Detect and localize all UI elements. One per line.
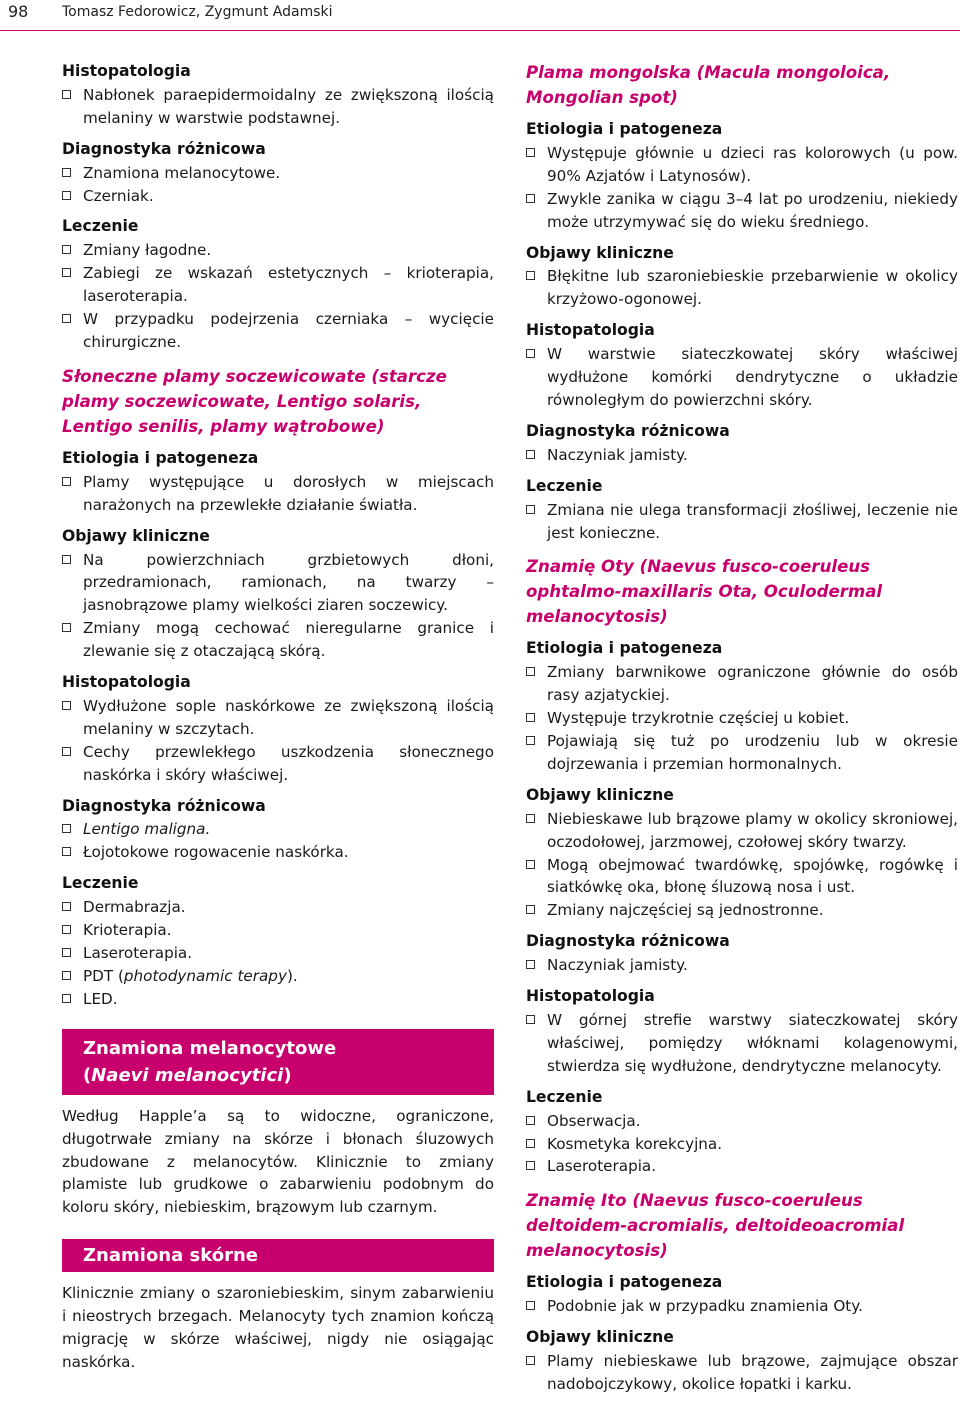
section-heading: Etiologia i patogeneza [62,448,259,467]
header-rule [0,30,960,31]
checkbox-bullet-icon [526,349,535,358]
list-item: Występuje trzykrotnie częściej u kobiet. [526,707,958,730]
section-heading: Diagnostyka różnicowa [62,139,266,158]
list-item: Mogą obejmować twardówkę, spojówkę, rogówkę i siatkówkę oka, błonę śluzową nosa i ust. [526,854,958,900]
left-column [62,60,494,1374]
entry-title: Znamię Oty (Naevus fusco-coeruleus ophtalmo-maxillaris Ota, Oculodermal melanocytosis) [526,557,883,627]
checkbox-bullet-icon [62,168,71,177]
checkbox-bullet-icon [526,1356,535,1365]
checkbox-bullet-icon [526,960,535,969]
right-column [526,60,958,1396]
list-item: Zmiana nie ulega transformacji złośliwej, leczenie nie jest konieczne. [526,499,958,545]
list-item: Naczyniak jamisty. [526,444,958,467]
list-item: Podobnie jak w przypadku znamienia Oty. [526,1295,958,1318]
section-heading: Histopatologia [526,321,655,340]
list-item: Niebieskawe lub brązowe plamy w okolicy skroniowej, oczodołowej, jarzmowej, czołowej skóry twarzy. [526,808,958,854]
checkbox-bullet-icon [62,191,71,200]
checkbox-bullet-icon [62,824,71,833]
list-item: PDT (photodynamic terapy). [62,965,494,988]
checkbox-bullet-icon [62,847,71,856]
list-item: Łojotokowe rogowacenie naskórka. [62,841,494,864]
list-item: Plamy niebieskawe lub brązowe, zajmujące obszar nadobojczykowy, okolice łopatki i karku. [526,1350,958,1396]
section-banner [62,1029,494,1095]
checkbox-bullet-icon [526,736,535,745]
checkbox-bullet-icon [62,902,71,911]
section-banner: Znamiona skórne [62,1239,494,1272]
section-heading: Etiologia i patogeneza [526,120,723,138]
section-heading: Leczenie [526,476,603,495]
checkbox-bullet-icon [526,713,535,722]
checkbox-bullet-icon [62,925,71,934]
list-item: Wydłużone sople naskórkowe ze zwiększoną ilością melaniny w szczytach. [62,695,494,741]
checkbox-bullet-icon [526,1139,535,1148]
section-heading: Etiologia i patogeneza [526,639,723,658]
list-item: LED. [62,988,494,1011]
list-item: Znamiona melanocytowe. [62,162,494,185]
checkbox-bullet-icon [62,477,71,486]
checkbox-bullet-icon [62,994,71,1003]
list-item: Naczyniak jamisty. [526,954,958,977]
list-item: Błękitne lub szaroniebieskie przebarwienie w okolicy krzyżowo-ogonowej. [526,265,958,311]
list-item: Zmiany łagodne. [62,239,494,262]
list-item: W przypadku podejrzenia czerniaka – wycięcie chirurgiczne. [62,308,494,354]
entry-title: Znamię Ito (Naevus fusco-coeruleus deltoidem-acromialis, deltoideoacromial melanocytosis) [526,1191,905,1261]
checkbox-bullet-icon [62,555,71,564]
list-item: Nabłonek paraepidermoidalny ze zwiększoną ilością melaniny w warstwie podstawnej. [62,84,494,130]
checkbox-bullet-icon [62,314,71,323]
section-heading: Objawy kliniczne [526,243,674,262]
section-heading: Histopatologia [62,673,191,692]
section-heading: Leczenie [62,217,139,236]
list-item: Na powierzchniach grzbietowych dłoni, przedramionach, ramionach, na twarzy – jasnobrązowe plamy wielkości ziaren soczewicy. [62,549,494,618]
list-item: Obserwacja. [526,1110,958,1133]
body-paragraph: Według Happle’a są to widoczne, ograniczone, długotrwałe zmiany na skórze i błonach śluzowych zbudowane z melanocytów. Klinicznie to zmiany plamiste lub grudkowe o zabarwieniu podobnym do koloru skóry, niebieskim, brązowym lub czarnym. [62,1106,494,1217]
body-paragraph: Klinicznie zmiany o szaroniebieskim, sinym zabarwieniu i nieostrych brzegach. Melanocyty tych znamion kończą migrację w skórze właściwej, nigdy nie osiągając naskórka. [62,1284,494,1371]
checkbox-bullet-icon [62,948,71,957]
checkbox-bullet-icon [62,701,71,710]
entry-title: Plama mongolska (Macula mongoloica, Mongolian spot) [526,63,891,107]
section-heading: Diagnostyka różnicowa [526,932,730,951]
section-heading: Histopatologia [526,987,655,1006]
checkbox-bullet-icon [526,148,535,157]
checkbox-bullet-icon [62,90,71,99]
section-heading: Leczenie [62,874,139,893]
list-item: Zmiany barwnikowe ograniczone głównie do osób rasy azjatyckiej. [526,661,958,707]
section-heading: Histopatologia [62,62,191,80]
checkbox-bullet-icon [526,1161,535,1170]
checkbox-bullet-icon [62,747,71,756]
entry-title: Słoneczne plamy soczewicowate (starcze plamy soczewicowate, Lentigo solaris, Lentigo senilis, plamy wątrobowe) [62,366,447,436]
checkbox-bullet-icon [62,623,71,632]
checkbox-bullet-icon [526,271,535,280]
list-item: Kosmetyka korekcyjna. [526,1133,958,1156]
list-item: Zabiegi ze wskazań estetycznych – krioterapia, laseroterapia. [62,262,494,308]
section-heading: Etiologia i patogeneza [526,1273,723,1292]
banner-subtitle: (Naevi melanocytici) [83,1064,292,1086]
list-item: Zmiany mogą cechować nieregularne granice i zlewanie się z otaczającą skórą. [62,617,494,663]
page-number: 98 [8,2,29,21]
list-item: W górnej strefie warstwy siateczkowatej skóry właściwej, pomiędzy włóknami kolagenowymi, stwierdza się wydłużone, dendrytyczne melanocyty. [526,1009,958,1078]
section-heading: Objawy kliniczne [526,785,674,804]
page-header [0,0,960,32]
section-heading: Diagnostyka różnicowa [526,421,730,440]
checkbox-bullet-icon [526,194,535,203]
list-item: Krioterapia. [62,919,494,942]
list-item: Występuje głównie u dzieci ras kolorowych (u pow. 90% Azjatów i Latynosów). [526,142,958,188]
list-item: Czerniak. [62,185,494,208]
checkbox-bullet-icon [526,450,535,459]
list-item: Pojawiają się tuż po urodzeniu lub w okresie dojrzewania i przemian hormonalnych. [526,730,958,776]
checkbox-bullet-icon [526,905,535,914]
list-item: Plamy występujące u dorosłych w miejscach narażonych na przewlekłe działanie światła. [62,471,494,517]
checkbox-bullet-icon [526,505,535,514]
list-item: W warstwie siateczkowatej skóry właściwej wydłużone komórki dendrytyczne o układzie równoległym do powierzchni skóry. [526,343,958,412]
banner-title: Znamiona melanocytowe [83,1037,337,1059]
list-item: Zmiany najczęściej są jednostronne. [526,899,958,922]
section-heading: Diagnostyka różnicowa [62,796,266,815]
checkbox-bullet-icon [526,1301,535,1310]
section-heading: Objawy kliniczne [526,1328,674,1347]
list-item: Laseroterapia. [62,942,494,965]
checkbox-bullet-icon [62,245,71,254]
section-heading: Objawy kliniczne [62,526,210,545]
checkbox-bullet-icon [526,860,535,869]
checkbox-bullet-icon [526,1015,535,1024]
section-heading: Leczenie [526,1087,603,1106]
list-item: Dermabrazja. [62,896,494,919]
list-item: Cechy przewlekłego uszkodzenia słonecznego naskórka i skóry właściwej. [62,741,494,787]
list-item: Zwykle zanika w ciągu 3–4 lat po urodzeniu, niekiedy może utrzymywać się do wieku średniego. [526,188,958,234]
checkbox-bullet-icon [62,268,71,277]
checkbox-bullet-icon [526,814,535,823]
checkbox-bullet-icon [526,1116,535,1125]
checkbox-bullet-icon [526,667,535,676]
list-item: Laseroterapia. [526,1155,958,1178]
list-item: Lentigo maligna. [62,818,494,841]
checkbox-bullet-icon [62,971,71,980]
running-header-authors: Tomasz Fedorowicz, Zygmunt Adamski [62,4,333,20]
